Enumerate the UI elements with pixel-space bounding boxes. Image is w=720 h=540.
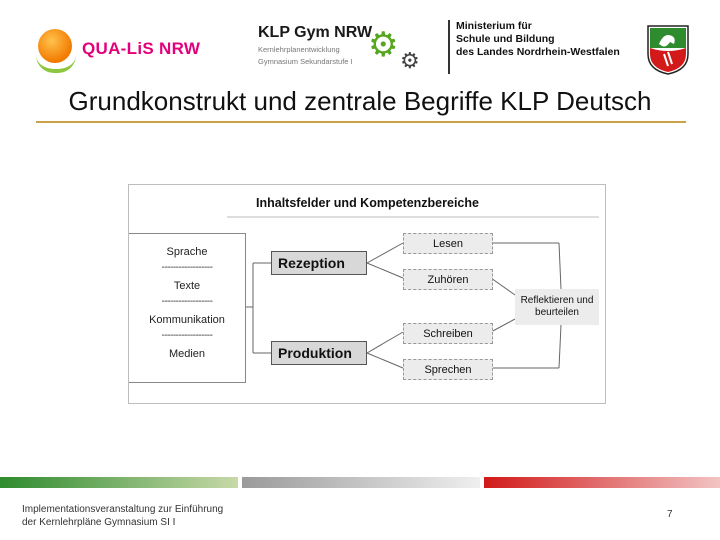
ministry-line-1: Ministerium für (456, 20, 532, 32)
skill-zuhoeren: Zuhören (403, 269, 493, 290)
field-medien: Medien (168, 348, 206, 360)
footer-bar-green (0, 477, 238, 488)
connector-zuhoeren-reflect (491, 278, 515, 295)
gear-icon: ⚙ (368, 26, 399, 64)
skill-sprechen: Sprechen (403, 359, 493, 380)
connector-produktion-schreiben (367, 332, 403, 353)
footer-line-1: Implementationsveranstaltung zur Einführung (22, 504, 224, 515)
ministry-line-3: des Landes Nordrhein-Westfalen (456, 46, 620, 58)
field-separator: ------------------ (161, 330, 213, 341)
nrw-crest-icon (646, 24, 690, 76)
footer-bar-red (484, 477, 720, 488)
field-separator: ------------------ (161, 296, 213, 307)
klp-gym-logo (258, 24, 428, 76)
competence-rezeption: Rezeption (271, 251, 367, 275)
connector-schreiben-reflect (491, 319, 515, 332)
qua-lis-logo (36, 26, 216, 72)
ministry-line-2: Schule und Bildung (456, 33, 555, 45)
field-sprache: Sprache (166, 246, 208, 258)
skill-lesen: Lesen (403, 233, 493, 254)
klp-logo-subtitle-2: Gymnasium Sekundarstufe I (258, 57, 353, 66)
competence-produktion: Produktion (271, 341, 367, 365)
diagram-heading: Inhaltsfelder und Kompetenzbereiche (256, 196, 479, 210)
field-texte: Texte (173, 280, 201, 292)
skill-reflektieren-beurteilen: Reflektieren und beurteilen (515, 289, 599, 325)
competence-diagram (128, 184, 606, 404)
connector-produktion-sprechen (367, 353, 403, 368)
page-number: 7 (667, 509, 673, 520)
ministry-logo (448, 20, 646, 74)
connector-sprechen-reflect (559, 325, 561, 368)
klp-logo-title: KLP Gym NRW (258, 24, 373, 41)
sun-icon (36, 29, 76, 69)
skill-schreiben: Schreiben (403, 323, 493, 344)
footer-caption (22, 503, 223, 529)
content-fields-box (129, 233, 246, 383)
connector-rezeption-lesen (367, 243, 403, 263)
connector-lesen-reflect (559, 243, 561, 289)
page-title: Grundkonstrukt und zentrale Begriffe KLP Deutsch (68, 86, 652, 116)
field-separator: ------------------ (161, 262, 213, 273)
connector-rezeption-zuhoeren (367, 263, 403, 278)
footer-bar-grey (242, 477, 480, 488)
field-kommunikation: Kommunikation (149, 314, 225, 326)
qua-lis-logo-text: QUA-LiS NRW (82, 39, 201, 58)
klp-logo-subtitle-1: Kernlehrplanentwicklung (258, 45, 340, 54)
gear-small-icon: ⚙ (400, 48, 420, 73)
title-underline (36, 121, 686, 123)
footer-line-2: der Kernlehrpläne Gymnasium SI I (22, 517, 176, 528)
